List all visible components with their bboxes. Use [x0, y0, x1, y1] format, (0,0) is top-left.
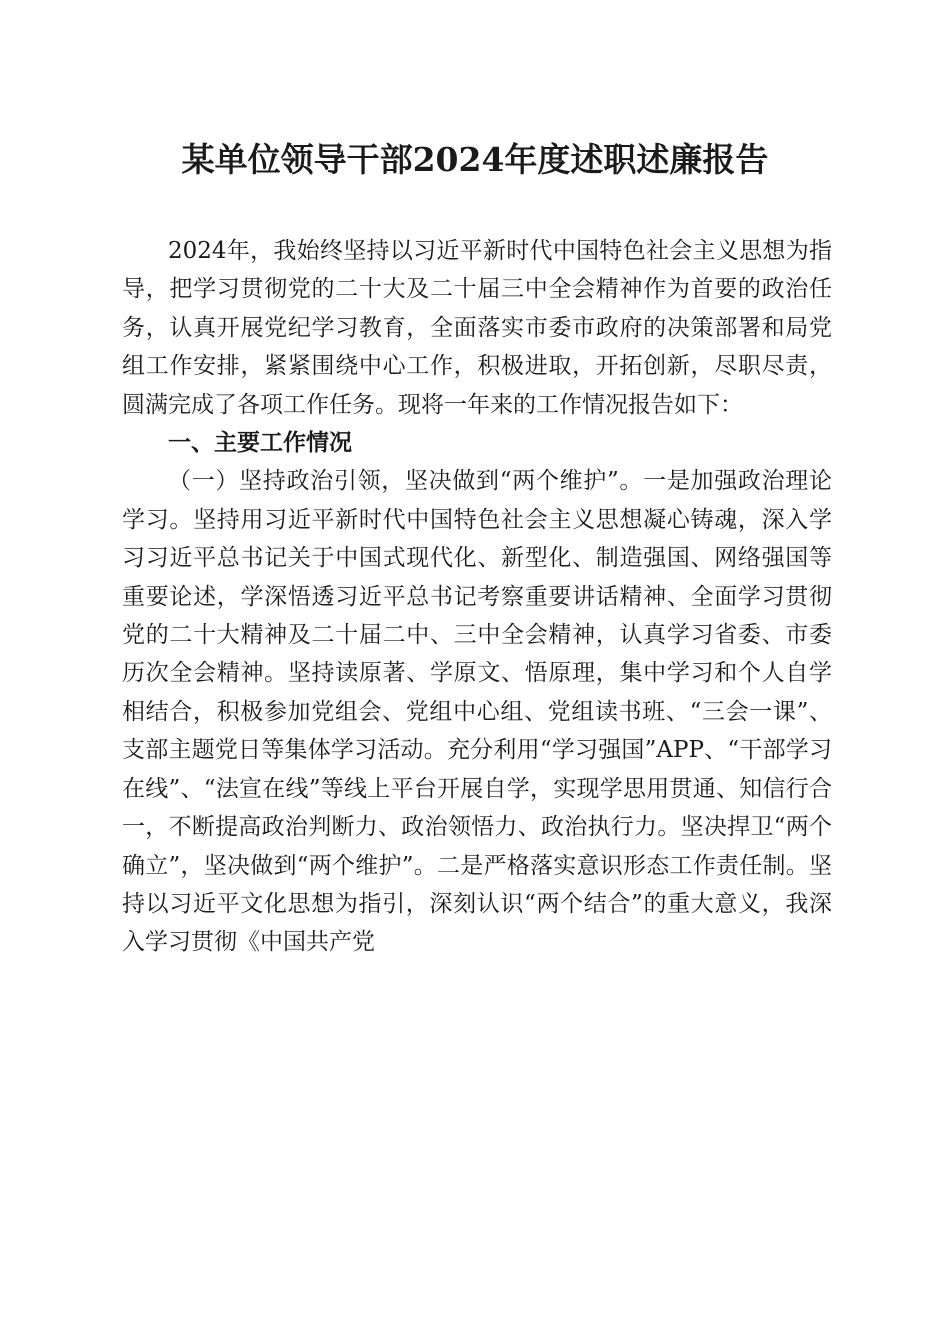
document-body — [122, 232, 832, 962]
section-paragraph: （一）坚持政治引领，坚决做到“两个维护”。一是加强政治理论学习。坚持用习近平新时代中国特色社会主义思想凝心铸魂，深入学习习近平总书记关于中国式现代化、新型化、制造强国、网络强国等重要论述，学深悟透习近平总书记考察重要讲话精神、全面学习贯彻党的二十大精神及二十届二中、三中全会精神，认真学习省委、市委历次全会精神。坚持读原著、学原文、悟原理，集中学习和个人自学相结合，积极参加党组会、党组中心组、党组读书班、“三会一课”、支部主题党日等集体学习活动。充分利用“学习强国”APP、“干部学习在线”、“法宣在线”等线上平台开展自学，实现学思用贯通、知信行合一，不断提高政治判断力、政治领悟力、政治执行力。坚决捍卫“两个确立”，坚决做到“两个维护”。二是严格落实意识形态工作责任制。坚持以习近平文化思想为指引，深刻认识“两个结合”的重大意义，我深入学习贯彻《中国共产党 — [122, 468, 832, 956]
section-heading: 一、主要工作情况 — [168, 430, 352, 457]
intro-paragraph: 2024年，我始终坚持以习近平新时代中国特色社会主义思想为指导，把学习贯彻党的二十大及二十届三中全会精神作为首要的政治任务，认真开展党纪学习教育，全面落实市委市政府的决策部署和局党组工作安排，紧紧围绕中心工作，积极进取，开拓创新，尽职尽责，圆满完成了各项工作任务。现将一年来的工作情况报告如下： — [122, 238, 832, 418]
document-title: 某单位领导干部2024年度述职述廉报告 — [181, 140, 769, 179]
